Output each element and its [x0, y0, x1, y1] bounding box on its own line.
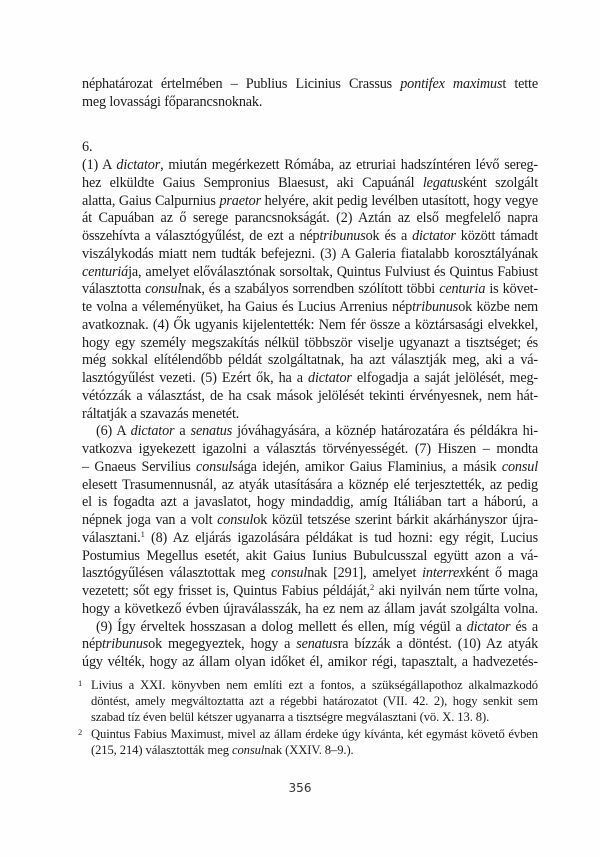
text-line [82, 335, 538, 353]
text-run: ként szolgált [462, 174, 539, 191]
text-run: nak, és a szabályos sorrendben szólított többi [181, 281, 440, 298]
text-run: elfogadja a saját jelölését, meg- [351, 370, 538, 386]
text-run: avatkoznak. (4) Ők ugyanis kijelentették: Nem fér össze a köztársasági elvekkel, [82, 316, 538, 333]
text-run: át Capuában az ő serege parancsnokságát. (2) Aztán az első megfelelő napra [82, 210, 538, 227]
italic-term: interrex [422, 565, 466, 582]
text-line [82, 246, 538, 264]
italic-term: dictator [412, 228, 456, 244]
italic-term: tribunus [102, 636, 149, 653]
continued-paragraph [82, 76, 538, 112]
text-line [82, 352, 538, 370]
footnote-reference: 2 [369, 582, 375, 592]
text-run: összehívta a választógyűlést, de ezt a nép [82, 228, 320, 244]
text-run: aki nyilván nem tűrte volna, [374, 583, 538, 599]
text-run: választotta [82, 281, 146, 298]
italic-term: consul [271, 565, 308, 582]
page-number: 356 [288, 781, 312, 795]
text-line [82, 157, 538, 175]
italic-term: tribunus [319, 228, 366, 244]
text-run: ra bízzák a döntést. (10) Az atyák [337, 636, 539, 653]
text-run: választani. [82, 529, 141, 546]
footnote-reference: 1 [140, 528, 145, 539]
text-run: és a [510, 618, 538, 635]
text-run: ráltatják a szavazás menetét. [82, 405, 240, 422]
text-line [82, 370, 538, 388]
text-run: ként ő maga [465, 565, 538, 582]
italic-term: tribunus [412, 299, 459, 315]
italic-term: pontifex maximus [400, 76, 503, 92]
text-line [82, 512, 538, 530]
text-run: ok megegyeztek, hogy a [148, 636, 297, 653]
footnote-line [82, 693, 538, 709]
text-run: vatkozva igyekezett igazolni a választás törvényességét. (7) Hiszen – mondta [82, 441, 538, 457]
text-run: nak (XXIV. 8–9.). [264, 742, 354, 757]
italic-term: praetor [219, 192, 261, 209]
text-line [82, 441, 538, 459]
text-line [82, 565, 538, 583]
text-run: – Gnaeus Servilius [82, 458, 197, 475]
italic-term: consul [196, 458, 233, 475]
footnote-line [82, 726, 538, 742]
footnote-line [82, 709, 538, 725]
text-run: elesett Trasumennusnál, az atyák utasítására a köznép elé terjesztették, az pedig [82, 476, 538, 493]
text-run: (9) Így érveltek hosszasan a dolog mellett és ellen, míg végül a [96, 618, 467, 635]
text-line [82, 193, 538, 211]
italic-term: senatus [296, 636, 338, 653]
text-line [82, 548, 538, 566]
text-run: (215, 214) választották meg [91, 742, 232, 757]
footnote-number: 1 [78, 678, 83, 688]
text-line [82, 299, 538, 317]
text-run: vétózzák a választást, de ha csak mások jelölését tekinti érvényesnek, nem hát- [82, 387, 538, 404]
text-run: néphatározat értelmében – Publius Licinius Crassus [82, 76, 401, 92]
text-run: lasztógyűlésen választottak meg [82, 565, 272, 582]
text-run: hez elküldte Gaius Sempronius Blaesust, aki Capuánál [82, 174, 423, 191]
italic-term: consul [231, 742, 265, 757]
text-run: nak [291], amelyet [307, 565, 423, 582]
italic-term: consul [145, 281, 182, 298]
text-run: még sokkal elítélendőbb példát szolgáltatnak, ha azt választják meg, aki a vá- [82, 352, 538, 369]
text-line [82, 406, 538, 424]
text-line [82, 530, 538, 548]
text-line [82, 601, 538, 619]
text-run: nép [82, 636, 103, 653]
text-line [82, 317, 538, 335]
text-run: népnek joga van a volt [82, 512, 218, 528]
text-line [82, 583, 538, 601]
text-run: ok és a [365, 228, 413, 244]
italic-term: consul [501, 458, 538, 475]
text-run: hogy egy személy megszakítás nélkül többször viselje ugyanazt a tisztséget; és [82, 334, 538, 351]
text-line [82, 423, 538, 441]
section-number: 6. [82, 139, 93, 155]
text-run: , miután megérkezett Rómába, az etruriai hadszíntéren lévő sereg- [160, 157, 538, 173]
text-run: Postumius Megellus esetét, akit Gaius Iunius Bubulcusszal együtt azon a vá- [82, 547, 538, 564]
text-line [82, 494, 538, 512]
italic-term: dictator [308, 370, 352, 386]
text-run: sága idején, amikor Gaius Flaminius, a másik [232, 458, 502, 475]
italic-term: centuria [439, 281, 486, 298]
text-line [82, 94, 538, 112]
section-heading [82, 139, 538, 157]
text-run: vezetett; sőt egy frisset is, Quintus Fabius példáját, [82, 583, 370, 599]
text-run: el is fogadta azt a javaslatot, hogy mindaddig, amíg Itáliában tart a háború, a [82, 494, 538, 511]
text-line [82, 76, 538, 94]
text-run: között támadt [455, 228, 538, 244]
text-run: alatta, Gaius Calpurnius [82, 192, 220, 209]
italic-term: centuriá [82, 263, 129, 280]
text-line [82, 636, 538, 654]
text-line [82, 388, 538, 406]
italic-term: legatus [422, 174, 463, 191]
text-run: helyére, akit pedig levélben utasított, hogy vegye [260, 192, 538, 209]
text-run: hogy a következő évben újraválasszák, ha ez nem az állam javát szolgálta volna. [82, 600, 538, 617]
text-run: Quintus Fabius Maximust, mivel az állam érdeke úgy kívánta, két egymást követő évben [91, 726, 538, 741]
text-line [82, 654, 538, 672]
italic-term: dictator [130, 423, 175, 440]
text-run: ok közül tetszése szerint bárkit akárhányszor újra- [253, 512, 538, 528]
text-run: ja, amelyet előválasztónak sorsoltak, Quintus Fulviust és Quintus Fabiust [128, 263, 538, 280]
text-run: (8) Az eljárás igazolására példákat is tud hozni: egy régit, Lucius [144, 529, 538, 546]
italic-term: dictator [466, 618, 511, 635]
footnote [78, 677, 538, 726]
text-run: a [174, 423, 191, 440]
text-run: jóváhagyására, a köznép határozatára és példákra hi- [232, 423, 538, 440]
text-line [82, 175, 538, 193]
italic-term: consul [217, 512, 254, 528]
text-run: viszálykodás miatt nem tudták befejezni. (3) A Galeria fiatalabb korosztályának [82, 245, 538, 262]
italic-term: senatus [190, 423, 233, 440]
footnote-number: 2 [78, 726, 83, 737]
footnote-line [82, 742, 538, 758]
section-body [82, 157, 538, 672]
text-run: úgy vélték, hogy az állam olyan időket él, amikor régi, tapasztalt, a hadvezetés- [82, 654, 538, 670]
text-line [82, 210, 538, 228]
footnotes [78, 677, 538, 758]
text-run: is követ- [485, 281, 538, 298]
text-line [82, 619, 538, 637]
text-run: Livius a XXI. könyvben nem említi ezt a fontos, a szükségállapothoz alkalmazkodó [91, 678, 538, 692]
footnote-line [82, 677, 538, 693]
text-run: (1) A [82, 157, 117, 173]
text-line [82, 281, 538, 299]
italic-term: dictator [116, 157, 161, 173]
text-run: (6) A [96, 423, 131, 440]
text-line [82, 228, 538, 246]
text-line [82, 264, 538, 282]
text-run: meg lovassági főparancsnoknak. [82, 93, 263, 110]
text-run: lasztógyűlést vezeti. (5) Ezért ők, ha a [82, 370, 309, 386]
text-line [82, 459, 538, 477]
text-line [82, 477, 538, 495]
text-run: döntést, amely megváltoztatta azt a régebbi határozatot (VII. 42. 2), hogy senkit sem [91, 694, 538, 709]
footnote [78, 726, 538, 758]
text-run: t tette [502, 76, 538, 92]
text-run: szabad tíz éven belül kétszer ugyanarra a tisztségre megválasztani (vö. X. 13. 8). [91, 710, 490, 725]
text-run: te volna a véleményüket, ha Gaius és Lucius Arrenius nép [82, 299, 413, 315]
text-run: ok közbe nem [458, 299, 538, 315]
